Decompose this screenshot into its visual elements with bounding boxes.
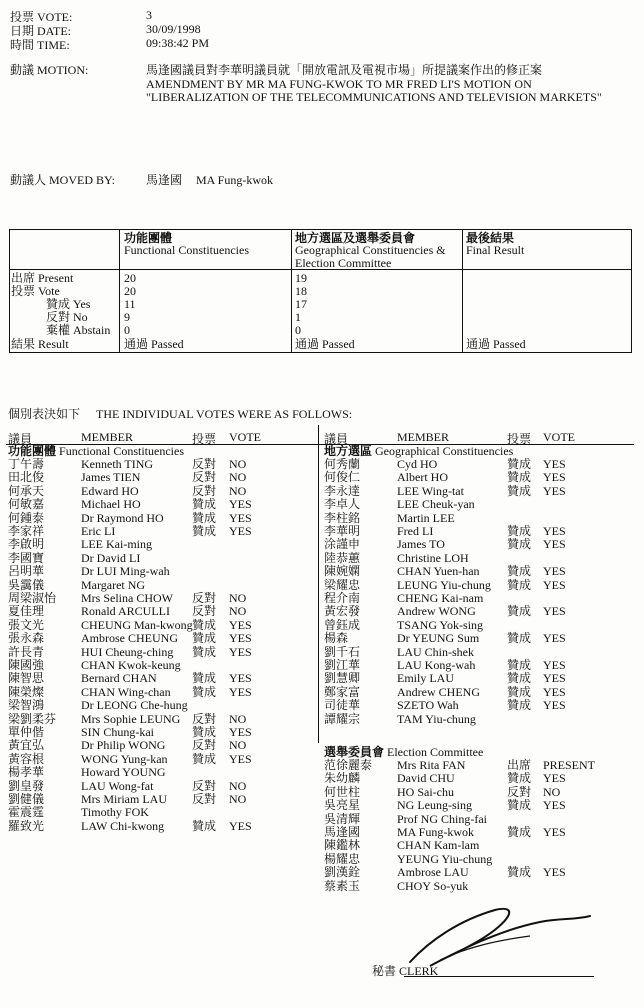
member-chinese-name: 范徐麗泰 [324, 758, 373, 772]
vote-chinese: 贊成 [192, 751, 217, 766]
member-chinese-name: 陳婉嫻 [324, 564, 361, 579]
member-english-name: Prof NG Ching-fai [397, 811, 487, 826]
present-gc: 19 [295, 271, 307, 285]
member-chinese-name: 何敏嘉 [8, 497, 45, 512]
member-chinese-name: 司徒華 [324, 698, 361, 713]
member-english-name: MA Fung-kwok [397, 825, 475, 839]
member-chinese-name: 李永達 [324, 483, 361, 498]
vote-english: YES [543, 564, 566, 579]
member-english-name: Mrs Selina CHOW [81, 591, 173, 605]
member-english-name: Fred LI [397, 524, 434, 538]
member-english-name: SZETO Wah [397, 698, 459, 713]
member-english-name: CHOY So-yuk [397, 878, 469, 893]
member-english-name: Margaret NG [81, 577, 146, 592]
vote-label: 投票 VOTE: [10, 10, 73, 24]
member-chinese-name: 劉漢銓 [324, 865, 361, 880]
member-chinese-name: 劉慧卿 [324, 671, 361, 686]
vote-english: YES [229, 644, 252, 659]
individual-votes-heading-en: THE INDIVIDUAL VOTES WERE AS FOLLOWS: [96, 407, 353, 421]
vote-chinese: 贊成 [192, 617, 217, 632]
vote-chinese: 贊成 [507, 684, 532, 699]
abstain-fc: 0 [124, 323, 130, 337]
member-english-name: SIN Chung-kai [81, 725, 154, 739]
member-english-name: Edward HO [81, 483, 139, 498]
vote-chinese: 反對 [192, 711, 217, 726]
member-english-name: Ambrose CHEUNG [81, 631, 178, 646]
member-chinese-name: 羅致光 [8, 818, 45, 833]
member-chinese-name: 程介南 [324, 591, 361, 605]
member-chinese-name: 梁耀忠 [324, 577, 361, 592]
member-english-name: CHENG Kai-nam [397, 591, 484, 605]
ec-section-zh: 選舉委員會 [324, 745, 385, 759]
member-english-name: LAU Wong-fat [81, 778, 154, 793]
col-member-zh: 議員 [8, 432, 33, 446]
vote-chinese: 反對 [192, 457, 217, 471]
vote-chinese: 贊成 [507, 771, 532, 786]
vote-chinese: 贊成 [192, 524, 217, 538]
member-english-name: Andrew CHENG [397, 684, 480, 699]
row-no-label: 反對 No [46, 310, 88, 324]
time-label: 時間 TIME: [10, 38, 70, 52]
vote-english: YES [543, 537, 566, 552]
vote-chinese: 反對 [192, 792, 217, 806]
vote-english: NO [229, 591, 247, 605]
member-english-name: Dr LUI Ming-wah [81, 564, 170, 579]
vote-gc: 18 [295, 284, 307, 298]
member-english-name: Cyd HO [397, 457, 438, 471]
result-summary-table [9, 229, 632, 353]
vote-english: YES [229, 617, 252, 632]
vote-english: PRESENT [543, 758, 596, 772]
member-chinese-name: 梁智鴻 [8, 698, 45, 713]
vote-chinese: 反對 [192, 604, 217, 619]
member-chinese-name: 李家祥 [8, 524, 45, 538]
vote-english: YES [543, 825, 566, 839]
member-english-name: Mrs Rita FAN [397, 758, 466, 772]
yes-gc: 17 [295, 297, 307, 311]
member-english-name: CHEUNG Man-kwong [81, 617, 193, 632]
vote-chinese: 贊成 [507, 483, 532, 498]
vote-chinese: 贊成 [507, 457, 532, 471]
vote-chinese: 贊成 [192, 510, 217, 525]
member-chinese-name: 丁午壽 [8, 457, 45, 471]
member-chinese-name: 吳亮星 [324, 798, 361, 813]
member-english-name: Ronald ARCULLI [81, 604, 170, 619]
member-chinese-name: 何世柱 [324, 784, 361, 799]
vote-chinese: 贊成 [507, 604, 532, 619]
table-divider [291, 230, 292, 352]
vote-english: YES [543, 604, 566, 619]
vote-english: YES [543, 524, 566, 538]
gc-section-en: Geographical Constituencies [375, 444, 514, 458]
member-english-name: James TIEN [81, 470, 141, 485]
member-chinese-name: 馬逢國 [324, 825, 361, 839]
member-chinese-name: 許長青 [8, 644, 45, 659]
vote-chinese: 反對 [192, 483, 217, 498]
member-english-name: LAU Kong-wah [397, 658, 476, 672]
member-chinese-name: 李啟明 [8, 537, 45, 552]
member-chinese-name: 黃宜弘 [8, 738, 45, 753]
vote-english: YES [229, 751, 252, 766]
member-english-name: Andrew WONG [397, 604, 476, 619]
mover-chinese-name: 馬逢國 [146, 173, 183, 187]
vote-english: YES [543, 865, 566, 880]
member-english-name: Emily LAU [397, 671, 454, 686]
row-abstain-label: 棄權 Abstain [46, 323, 111, 337]
col-final-en: Final Result [466, 243, 525, 257]
vote-english: YES [543, 684, 566, 699]
member-english-name: Dr YEUNG Sum [397, 631, 480, 646]
vote-chinese: 贊成 [507, 577, 532, 592]
vote-chinese: 贊成 [507, 698, 532, 713]
vote-english: YES [543, 698, 566, 713]
member-english-name: YEUNG Yiu-chung [397, 851, 493, 866]
member-chinese-name: 單仲偕 [8, 725, 45, 739]
member-chinese-name: 劉千石 [324, 644, 361, 659]
motion-chinese: 馬逢國議員對李華明議員就「開放電訊及電視市場」所提議案作出的修正案 [146, 63, 543, 77]
member-english-name: Eric LI [81, 524, 116, 538]
col-fc-zh: 功能團體 [124, 231, 173, 245]
vote-chinese: 贊成 [507, 658, 532, 672]
yes-fc: 11 [124, 297, 136, 311]
vote-english: NO [543, 784, 561, 799]
member-english-name: Albert HO [397, 470, 448, 485]
vote-english: YES [543, 483, 566, 498]
vote-english: NO [229, 738, 247, 753]
table-divider [119, 230, 120, 352]
col-vote-zh-right: 投票 [507, 432, 532, 446]
vote-english: YES [229, 510, 252, 525]
ec-section-en: Election Committee [387, 745, 484, 759]
member-english-name: LAW Chi-kwong [81, 818, 165, 833]
motion-english-line1: AMENDMENT BY MR MA FUNG-KWOK TO MR FRED LI'S MOTION ON [146, 77, 532, 91]
member-english-name: Bernard CHAN [81, 671, 157, 686]
member-english-name: LAU Chin-shek [397, 644, 474, 659]
member-english-name: CHAN Kwok-keung [81, 658, 181, 672]
col-gc-en: Geographical Constituencies & [295, 243, 446, 257]
vote-chinese: 贊成 [507, 537, 532, 552]
gc-section-zh: 地方選區 [324, 444, 373, 458]
member-english-name: Dr Philip WONG [81, 738, 166, 753]
member-chinese-name: 何秀蘭 [324, 457, 361, 471]
row-vote-label: 投票 Vote [11, 284, 60, 298]
column-divider [318, 425, 319, 743]
col-vote-zh: 投票 [192, 432, 217, 446]
left-column-header [0, 430, 644, 446]
vote-english: YES [229, 684, 252, 699]
member-chinese-name: 李卓人 [324, 497, 361, 512]
member-chinese-name: 楊森 [324, 631, 349, 646]
date-label: 日期 DATE: [10, 24, 71, 38]
vote-english: NO [229, 604, 247, 619]
col-vote-en: VOTE [229, 430, 261, 444]
vote-english: NO [229, 457, 247, 471]
vote-chinese: 反對 [192, 591, 217, 605]
result-fc: 通過 Passed [124, 337, 184, 351]
member-chinese-name: 蔡素玉 [324, 878, 361, 893]
vote-english: YES [229, 671, 252, 686]
vote-english: YES [543, 470, 566, 485]
vote-english: YES [229, 818, 252, 833]
col-vote-en-right: VOTE [543, 430, 575, 444]
member-chinese-name: 呂明華 [8, 564, 45, 579]
vote-chinese: 贊成 [192, 644, 217, 659]
moved-by-label: 動議人 MOVED BY: [10, 173, 115, 187]
present-fc: 20 [124, 271, 136, 285]
vote-english: YES [229, 524, 252, 538]
member-chinese-name: 涂謹申 [324, 537, 361, 552]
date-value: 30/09/1998 [146, 22, 201, 36]
member-chinese-name: 李國寶 [8, 550, 45, 565]
vote-chinese: 贊成 [192, 818, 217, 833]
motion-english-line2: "LIBERALIZATION OF THE TELECOMMUNICATIONS AND TELEVISION MARKETS" [146, 90, 602, 104]
member-chinese-name: 陳鑑林 [324, 838, 361, 853]
mover-english-name: MA Fung-kwok [196, 173, 274, 187]
vote-english: YES [543, 771, 566, 786]
no-fc: 9 [124, 310, 130, 324]
member-english-name: Ambrose LAU [397, 865, 469, 880]
vote-chinese: 贊成 [507, 865, 532, 880]
member-english-name: Mrs Miriam LAU [81, 792, 167, 806]
member-chinese-name: 何承天 [8, 483, 45, 498]
col-gc-zh: 地方選區及選舉委員會 [295, 231, 416, 245]
motion-label: 動議 MOTION: [10, 63, 89, 77]
member-chinese-name: 劉健儀 [8, 792, 45, 806]
col-gc-en-2: Election Committee [295, 256, 392, 270]
member-english-name: Dr LEONG Che-hung [81, 698, 188, 713]
vote-english: YES [543, 457, 566, 471]
vote-chinese: 反對 [192, 470, 217, 485]
member-english-name: CHAN Yuen-han [397, 564, 480, 579]
result-final: 通過 Passed [466, 337, 526, 351]
row-result-label: 結果 Result [11, 337, 69, 351]
vote-english: YES [543, 658, 566, 672]
member-english-name: LEE Cheuk-yan [397, 497, 475, 512]
col-fc-en: Functional Constituencies [124, 243, 249, 257]
member-english-name: LEUNG Yiu-chung [397, 577, 491, 592]
member-chinese-name: 陳榮燦 [8, 684, 45, 699]
vote-fc: 20 [124, 284, 136, 298]
col-final-zh: 最後結果 [466, 231, 515, 245]
member-english-name: WONG Yung-kan [81, 751, 168, 766]
vote-chinese: 反對 [192, 778, 217, 793]
member-english-name: LEE Wing-tat [397, 483, 464, 498]
vote-chinese: 贊成 [192, 497, 217, 512]
table-divider [462, 230, 463, 352]
abstain-gc: 0 [295, 323, 301, 337]
member-english-name: LEE Kai-ming [81, 537, 152, 552]
col-member-en-right: MEMBER [397, 430, 450, 444]
member-chinese-name: 梁劉柔芬 [8, 711, 57, 726]
vote-chinese: 贊成 [192, 631, 217, 646]
member-english-name: James TO [397, 537, 445, 552]
member-english-name: Mrs Sophie LEUNG [81, 711, 181, 726]
vote-chinese: 反對 [192, 738, 217, 753]
vote-english: NO [229, 470, 247, 485]
row-yes-label: 贊成 Yes [46, 297, 91, 311]
member-english-name: TAM Yiu-chung [397, 711, 476, 726]
member-chinese-name: 陸恭蕙 [324, 550, 361, 565]
member-english-name: David CHU [397, 771, 455, 786]
member-chinese-name: 霍震霆 [8, 805, 45, 820]
member-chinese-name: 吳靄儀 [8, 577, 45, 592]
vote-chinese: 出席 [507, 758, 532, 772]
vote-chinese: 贊成 [192, 725, 217, 739]
vote-english: NO [229, 483, 247, 498]
member-chinese-name: 鄭家富 [324, 684, 361, 699]
member-english-name: Dr Raymond HO [81, 510, 164, 525]
vote-english: YES [543, 671, 566, 686]
vote-chinese: 贊成 [192, 671, 217, 686]
member-chinese-name: 黃宏發 [324, 604, 361, 619]
member-chinese-name: 李華明 [324, 524, 361, 538]
member-chinese-name: 田北俊 [8, 470, 45, 485]
vote-chinese: 贊成 [507, 524, 532, 538]
member-english-name: CHAN Wing-chan [81, 684, 171, 699]
vote-english: YES [543, 577, 566, 592]
clerk-label: 秘書 CLERK [372, 964, 439, 978]
member-english-name: CHAN Kam-lam [397, 838, 480, 853]
member-chinese-name: 譚耀宗 [324, 711, 361, 726]
member-chinese-name: 曾鈺成 [324, 617, 361, 632]
member-english-name: HUI Cheung-ching [81, 644, 174, 659]
member-chinese-name: 陳智思 [8, 671, 45, 686]
member-english-name: Christine LOH [397, 550, 469, 565]
result-gc: 通過 Passed [295, 337, 355, 351]
vote-english: NO [229, 711, 247, 726]
member-chinese-name: 周梁淑怡 [8, 591, 57, 605]
member-english-name: TSANG Yok-sing [397, 617, 484, 632]
vote-english: YES [229, 497, 252, 512]
vote-english: NO [229, 778, 247, 793]
vote-chinese: 贊成 [507, 564, 532, 579]
member-english-name: Dr David LI [81, 550, 141, 565]
member-english-name: NG Leung-sing [397, 798, 472, 813]
member-chinese-name: 夏佳理 [8, 604, 45, 619]
vote-chinese: 贊成 [507, 825, 532, 839]
vote-english: YES [543, 798, 566, 813]
vote-chinese: 贊成 [507, 470, 532, 485]
time-value: 09:38:42 PM [146, 36, 210, 50]
vote-english: YES [543, 631, 566, 646]
col-member-en: MEMBER [81, 430, 134, 444]
vote-value: 3 [146, 8, 152, 22]
col-member-zh-right: 議員 [324, 432, 349, 446]
vote-chinese: 贊成 [192, 684, 217, 699]
member-english-name: Martin LEE [397, 510, 455, 525]
member-chinese-name: 何俊仁 [324, 470, 361, 485]
vote-chinese: 反對 [507, 784, 532, 799]
fc-section-en: Functional Constituencies [59, 444, 185, 458]
member-chinese-name: 張永森 [8, 631, 45, 646]
member-chinese-name: 劉江華 [324, 658, 361, 672]
vote-chinese: 贊成 [507, 798, 532, 813]
member-english-name: Michael HO [81, 497, 141, 512]
individual-votes-heading-zh: 個別表決如下 [8, 407, 81, 421]
member-chinese-name: 陳國強 [8, 658, 45, 672]
member-chinese-name: 楊耀忠 [324, 851, 361, 866]
row-present-label: 出席 Present [11, 271, 74, 285]
member-chinese-name: 李柱銘 [324, 510, 361, 525]
member-english-name: HO Sai-chu [397, 784, 454, 799]
vote-chinese: 贊成 [507, 631, 532, 646]
member-chinese-name: 黃容根 [8, 751, 45, 766]
member-english-name: Kenneth TING [81, 457, 154, 471]
member-chinese-name: 張文光 [8, 617, 45, 632]
member-english-name: Timothy FOK [81, 805, 149, 820]
member-chinese-name: 吳清輝 [324, 811, 361, 826]
member-english-name: Howard YOUNG [81, 765, 166, 780]
member-chinese-name: 劉皇發 [8, 778, 45, 793]
vote-chinese: 贊成 [507, 671, 532, 686]
member-chinese-name: 楊孝華 [8, 765, 45, 780]
fc-section-zh: 功能團體 [8, 444, 57, 458]
vote-english: NO [229, 792, 247, 806]
member-chinese-name: 朱幼麟 [324, 771, 361, 786]
vote-english: YES [229, 631, 252, 646]
vote-english: YES [229, 725, 252, 739]
member-chinese-name: 何鍾泰 [8, 510, 45, 525]
no-gc: 1 [295, 310, 301, 324]
